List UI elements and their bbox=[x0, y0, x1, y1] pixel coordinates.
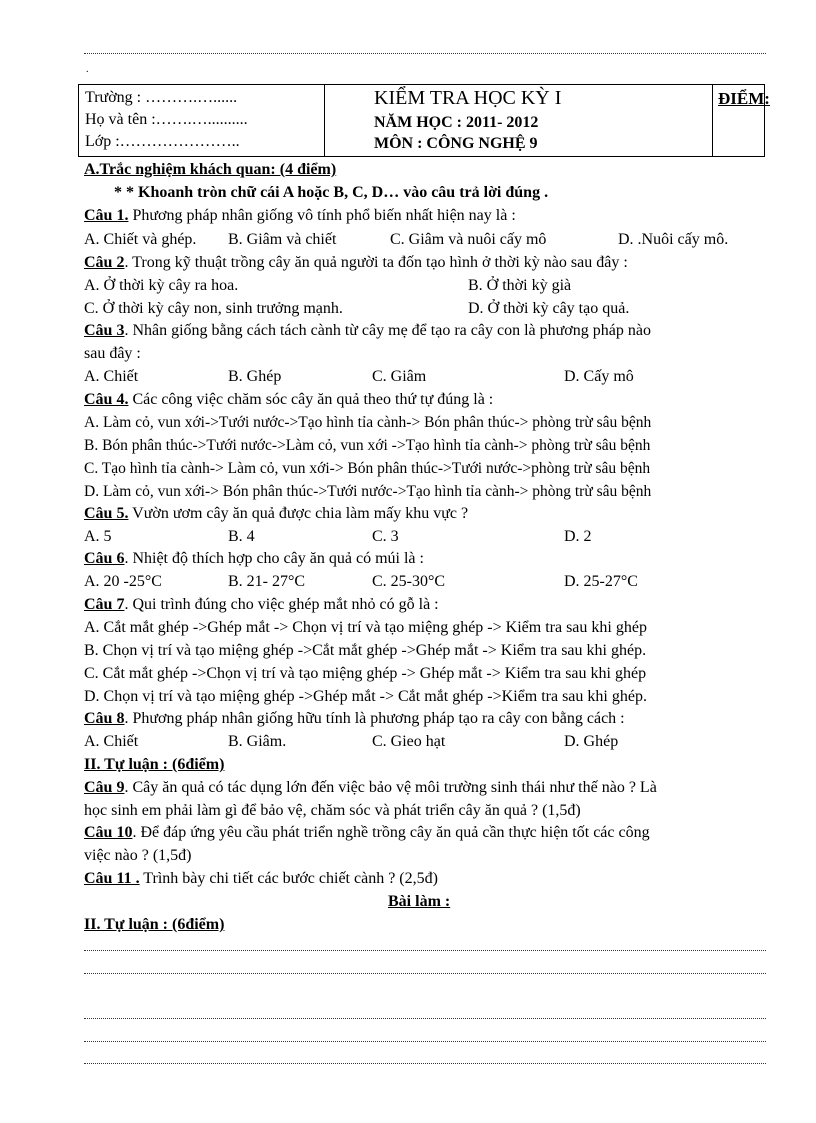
option-d: D. Ghép bbox=[564, 733, 619, 750]
answer-line-1 bbox=[84, 950, 766, 951]
option-a: A. Chiết bbox=[84, 368, 139, 385]
class-field: Lớp :………………….. bbox=[85, 133, 240, 150]
question-1-text: Phương pháp nhân giống vô tính phổ biến nhất hiện nay là : bbox=[128, 207, 516, 224]
question-10-label: Câu 10 bbox=[84, 824, 133, 841]
question-2 bbox=[84, 253, 628, 273]
question-11 bbox=[84, 869, 438, 889]
option-c: C. Giâm và nuôi cấy mô bbox=[390, 231, 547, 248]
option-c: C. 3 bbox=[372, 528, 399, 545]
option-a: A. 20 -25°C bbox=[84, 573, 162, 590]
question-11-label: Câu 11 . bbox=[84, 870, 140, 887]
question-3-text-cont: sau đây : bbox=[84, 345, 141, 362]
section-b-title: II. Tự luận : (6điểm) bbox=[84, 756, 225, 773]
student-info-cell bbox=[79, 85, 325, 156]
question-2-text: . Trong kỹ thuật trồng cây ăn quả người ta đốn tạo hình ở thời kỳ nào sau đây : bbox=[124, 254, 628, 271]
question-4-option-a: A. Làm cỏ, vun xới->Tưới nước->Tạo hình tỉa cành-> Bón phân thúc-> phòng trừ sâu bệnh bbox=[84, 414, 652, 431]
option-b: B. 21- 27°C bbox=[228, 573, 306, 590]
option-d: D. Cấy mô bbox=[564, 368, 634, 385]
question-7-option-c: C. Cắt mắt ghép ->Chọn vị trí và tạo miệng ghép -> Ghép mắt -> Kiểm tra sau khi ghép bbox=[84, 665, 647, 682]
school-year: NĂM HỌC : 2011- 2012 bbox=[374, 114, 539, 131]
question-7-option-a: A. Cắt mắt ghép ->Ghép mắt -> Chọn vị trí và tạo miệng ghép -> Kiểm tra sau khi ghép bbox=[84, 619, 647, 636]
question-9-label: Câu 9 bbox=[84, 779, 125, 796]
question-5-text: Vườn ươm cây ăn quả được chia làm mấy khu vực ? bbox=[128, 505, 469, 522]
top-dot: . bbox=[86, 64, 89, 75]
option-c: C. Ở thời kỳ cây non, sinh trưởng mạnh. bbox=[84, 300, 343, 317]
option-b: B. Giâm và chiết bbox=[228, 231, 337, 248]
exam-title: KIỂM TRA HỌC KỲ I bbox=[374, 87, 562, 109]
option-d: D. 25-27°C bbox=[564, 573, 638, 590]
question-4-option-d: D. Làm cỏ, vun xới-> Bón phân thúc->Tưới nước->Tạo hình tỉa cành-> phòng trừ sâu bệnh bbox=[84, 483, 652, 500]
option-a: A. Chiết và ghép. bbox=[84, 231, 197, 248]
subject: MÔN : CÔNG NGHỆ 9 bbox=[374, 135, 538, 152]
option-d: D. .Nuôi cấy mô. bbox=[618, 231, 729, 248]
question-10 bbox=[84, 823, 650, 843]
question-7-text: . Qui trình đúng cho việc ghép mắt nhỏ có gỗ là : bbox=[124, 596, 439, 613]
name-field: Họ và tên :…….….......... bbox=[85, 111, 248, 128]
question-8-label: Câu 8 bbox=[84, 710, 125, 727]
header-table bbox=[78, 84, 770, 157]
option-a: A. 5 bbox=[84, 528, 112, 545]
question-4 bbox=[84, 390, 493, 410]
score-label: ĐIỂM: bbox=[718, 89, 770, 108]
question-6 bbox=[84, 549, 424, 569]
option-a: A. Ở thời kỳ cây ra hoa. bbox=[84, 277, 239, 294]
question-6-label: Câu 6 bbox=[84, 550, 125, 567]
option-b: B. Giâm. bbox=[228, 733, 287, 750]
option-d: D. Ở thời kỳ cây tạo quả. bbox=[468, 300, 630, 317]
question-4-label: Câu 4. bbox=[84, 391, 129, 408]
question-11-text: Trình bày chi tiết các bước chiết cành ? (2,5đ) bbox=[139, 870, 438, 887]
section-a-instruction: * * Khoanh tròn chữ cái A hoặc B, C, D… vào câu trả lời đúng . bbox=[114, 184, 549, 201]
option-d: D. 2 bbox=[564, 528, 592, 545]
option-b: B. Ở thời kỳ già bbox=[468, 277, 572, 294]
answer-line-2 bbox=[84, 973, 766, 974]
question-8-text: . Phương pháp nhân giống hữu tính là phương pháp tạo ra cây con bằng cách : bbox=[124, 710, 625, 727]
question-3-label: Câu 3 bbox=[84, 322, 125, 339]
option-a: A. Chiết bbox=[84, 733, 139, 750]
question-7-label: Câu 7 bbox=[84, 596, 125, 613]
question-2-label: Câu 2 bbox=[84, 254, 125, 271]
section-b-title-repeat: II. Tự luận : (6điểm) bbox=[84, 916, 225, 933]
answer-line-4 bbox=[84, 1041, 766, 1042]
question-1 bbox=[84, 206, 516, 226]
answer-line-3 bbox=[84, 1018, 766, 1019]
question-10-text-cont: việc nào ? (1,5đ) bbox=[84, 847, 192, 864]
answer-line-5 bbox=[84, 1063, 766, 1064]
answer-heading: Bài làm : bbox=[388, 893, 451, 910]
question-5-label: Câu 5. bbox=[84, 505, 129, 522]
option-c: C. Giâm bbox=[372, 368, 427, 385]
exam-title-cell bbox=[324, 85, 713, 156]
question-9-text-cont: học sinh em phải làm gì để bảo vệ, chăm sóc và phát triển cây ăn quả ? (1,5đ) bbox=[84, 802, 581, 819]
section-a-title: A.Trắc nghiệm khách quan: (4 điểm) bbox=[84, 161, 337, 178]
option-b: B. 4 bbox=[228, 528, 255, 545]
option-c: C. 25-30°C bbox=[372, 573, 446, 590]
question-4-text: Các công việc chăm sóc cây ăn quả theo thứ tự đúng là : bbox=[128, 391, 494, 408]
question-10-text: . Để đáp ứng yêu cầu phát triển nghề trồng cây ăn quả cần thực hiện tốt các công bbox=[132, 824, 650, 841]
question-6-text: . Nhiệt độ thích hợp cho cây ăn quả có múi là : bbox=[124, 550, 424, 567]
top-dotted-line bbox=[84, 53, 766, 54]
question-3-text: . Nhân giống bằng cách tách cành từ cây mẹ để tạo ra cây con là phương pháp nào bbox=[124, 322, 651, 339]
question-1-label: Câu 1. bbox=[84, 207, 129, 224]
question-9-text: . Cây ăn quả có tác dụng lớn đến việc bảo vệ môi trường sinh thái như thế nào ? Là bbox=[124, 779, 657, 796]
question-9 bbox=[84, 778, 657, 798]
question-7-option-d: D. Chọn vị trí và tạo miệng ghép ->Ghép mắt -> Cắt mắt ghép ->Kiểm tra sau khi ghép. bbox=[84, 688, 647, 705]
option-c: C. Gieo hạt bbox=[372, 733, 446, 750]
question-3 bbox=[84, 321, 651, 341]
school-field: Trường : ……….…...... bbox=[85, 89, 238, 106]
question-7 bbox=[84, 595, 439, 615]
question-8 bbox=[84, 709, 625, 729]
question-4-option-b: B. Bón phân thúc->Tưới nước->Làm cỏ, vun xới ->Tạo hình tỉa cành-> phòng trừ sâu bệnh bbox=[84, 437, 651, 454]
question-5 bbox=[84, 504, 468, 524]
question-7-option-b: B. Chọn vị trí và tạo miệng ghép ->Cắt mắt ghép ->Ghép mắt -> Kiểm tra sau khi ghép. bbox=[84, 642, 647, 659]
option-b: B. Ghép bbox=[228, 368, 282, 385]
score-cell bbox=[712, 85, 770, 156]
question-4-option-c: C. Tạo hình tỉa cành-> Làm cỏ, vun xới-> Bón phân thúc->Tưới nước->phòng trừ sâu bệnh bbox=[84, 460, 651, 477]
